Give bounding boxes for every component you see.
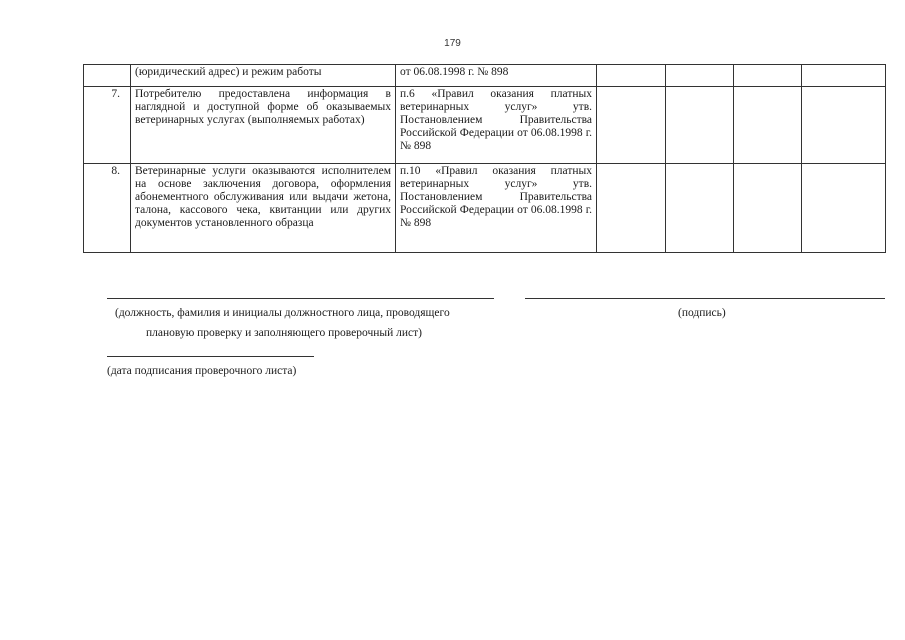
row-number: 8. [84, 164, 131, 253]
date-caption: (дата подписания проверочного листа) [107, 365, 297, 377]
requirement-cell: Потребителю предоставлена информация в наглядной и доступной форме об оказываемых ветеринарных услугах (выполняемых работах) [131, 87, 396, 164]
signature-line [525, 298, 885, 299]
note-cell [802, 87, 886, 164]
page-number: 179 [444, 38, 461, 49]
official-caption-line1: (должность, фамилия и инициалы должностного лица, проводящего [115, 307, 450, 319]
checklist-table [83, 64, 886, 253]
answer-cell [666, 164, 734, 253]
reference-cell: от 06.08.1998 г. № 898 [396, 65, 597, 87]
answer-cell [734, 87, 802, 164]
note-cell [802, 65, 886, 87]
table-row [84, 65, 886, 87]
answer-cell [597, 164, 666, 253]
answer-cell [666, 87, 734, 164]
answer-cell [734, 65, 802, 87]
row-number: 7. [84, 87, 131, 164]
date-line [107, 356, 314, 357]
requirement-cell: Ветеринарные услуги оказываются исполнителем на основе заключения договора, оформления абонементного обслуживания или выдачи жетона, талона, кассового чека, квитанции или других документов установленного образца [131, 164, 396, 253]
answer-cell [597, 87, 666, 164]
requirement-cell: (юридический адрес) и режим работы [131, 65, 396, 87]
table-row [84, 87, 886, 164]
note-cell [802, 164, 886, 253]
reference-cell: п.6 «Правил оказания платных ветеринарных услуг» утв. Постановлением Правительства Российской Федерации от 06.08.1998 г. № 898 [396, 87, 597, 164]
answer-cell [734, 164, 802, 253]
reference-cell: п.10 «Правил оказания платных ветеринарных услуг» утв. Постановлением Правительства Российской Федерации от 06.08.1998 г. № 898 [396, 164, 597, 253]
answer-cell [666, 65, 734, 87]
answer-cell [597, 65, 666, 87]
row-number [84, 65, 131, 87]
official-signature-line [107, 298, 494, 299]
table-row [84, 164, 886, 253]
signature-caption: (подпись) [678, 307, 726, 319]
official-caption-line2: плановую проверку и заполняющего проверочный лист) [146, 327, 423, 339]
